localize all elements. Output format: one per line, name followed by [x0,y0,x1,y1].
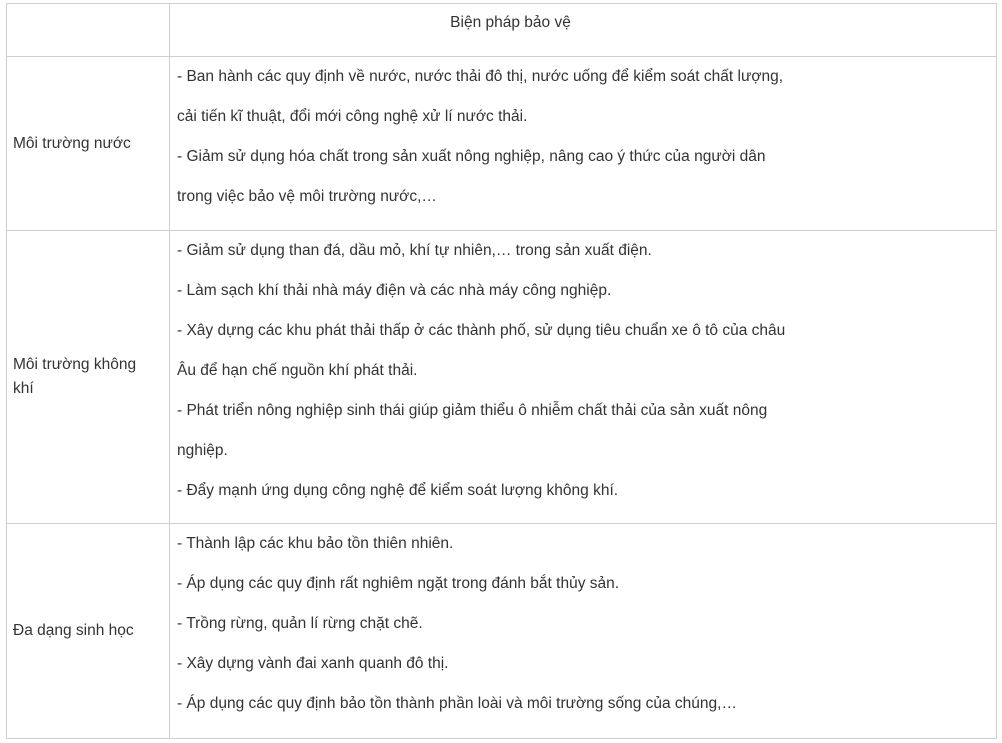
row-label: Môi trường nước [13,134,131,152]
table-header-row [7,4,997,57]
header-cell-empty [7,4,170,56]
measure-line: - Phát triển nông nghiệp sinh thái giúp giảm thiểu ô nhiễm chất thải của sản xuất nông [177,402,768,419]
row-label: Đa dạng sinh học [13,622,134,639]
measure-line: - Thành lập các khu bảo tồn thiên nhiên. [177,535,454,552]
measure-line: - Ban hành các quy định về nước, nước thải đô thị, nước uống để kiểm soát chất lượng, [177,68,784,85]
measure-line: - Đẩy mạnh ứng dụng công nghệ để kiểm soát lượng không khí. [177,482,619,499]
measure-line: - Xây dựng các khu phát thải thấp ở các thành phố, sử dụng tiêu chuẩn xe ô tô của châu [177,322,786,339]
measure-line: trong việc bảo vệ môi trường nước,… [177,188,437,205]
header-measures-label: Biện pháp bảo vệ [450,14,571,31]
header-cell-measures [170,4,997,56]
measures-cell [170,231,997,523]
measure-line: - Giảm sử dụng hóa chất trong sản xuất nông nghiệp, nâng cao ý thức của người dân [177,148,766,165]
measure-line: nghiệp. [177,442,228,459]
row-label-cell [7,231,170,523]
protection-measures-table [6,3,997,739]
table-row [7,57,997,231]
row-label-cell [7,57,170,230]
table-row [7,524,997,739]
measure-line: - Giảm sử dụng than đá, dầu mỏ, khí tự nhiên,… trong sản xuất điện. [177,242,652,259]
measures-cell [170,524,997,738]
table-row [7,231,997,524]
measure-line: - Áp dụng các quy định rất nghiêm ngặt trong đánh bắt thủy sản. [177,575,620,592]
measure-line: - Xây dựng vành đai xanh quanh đô thị. [177,655,449,672]
measure-line: - Trồng rừng, quản lí rừng chặt chẽ. [177,615,423,632]
measure-line: cải tiến kĩ thuật, đổi mới công nghệ xử lí nước thải. [177,108,528,125]
measures-cell [170,57,997,230]
measure-line: - Làm sạch khí thải nhà máy điện và các nhà máy công nghiệp. [177,282,612,299]
row-label: Môi trường không khí [13,356,137,397]
measure-line: - Áp dụng các quy định bảo tồn thành phần loài và môi trường sống của chúng,… [177,695,737,712]
row-label-cell [7,524,170,738]
measure-line: Âu để hạn chế nguồn khí phát thải. [177,362,418,379]
